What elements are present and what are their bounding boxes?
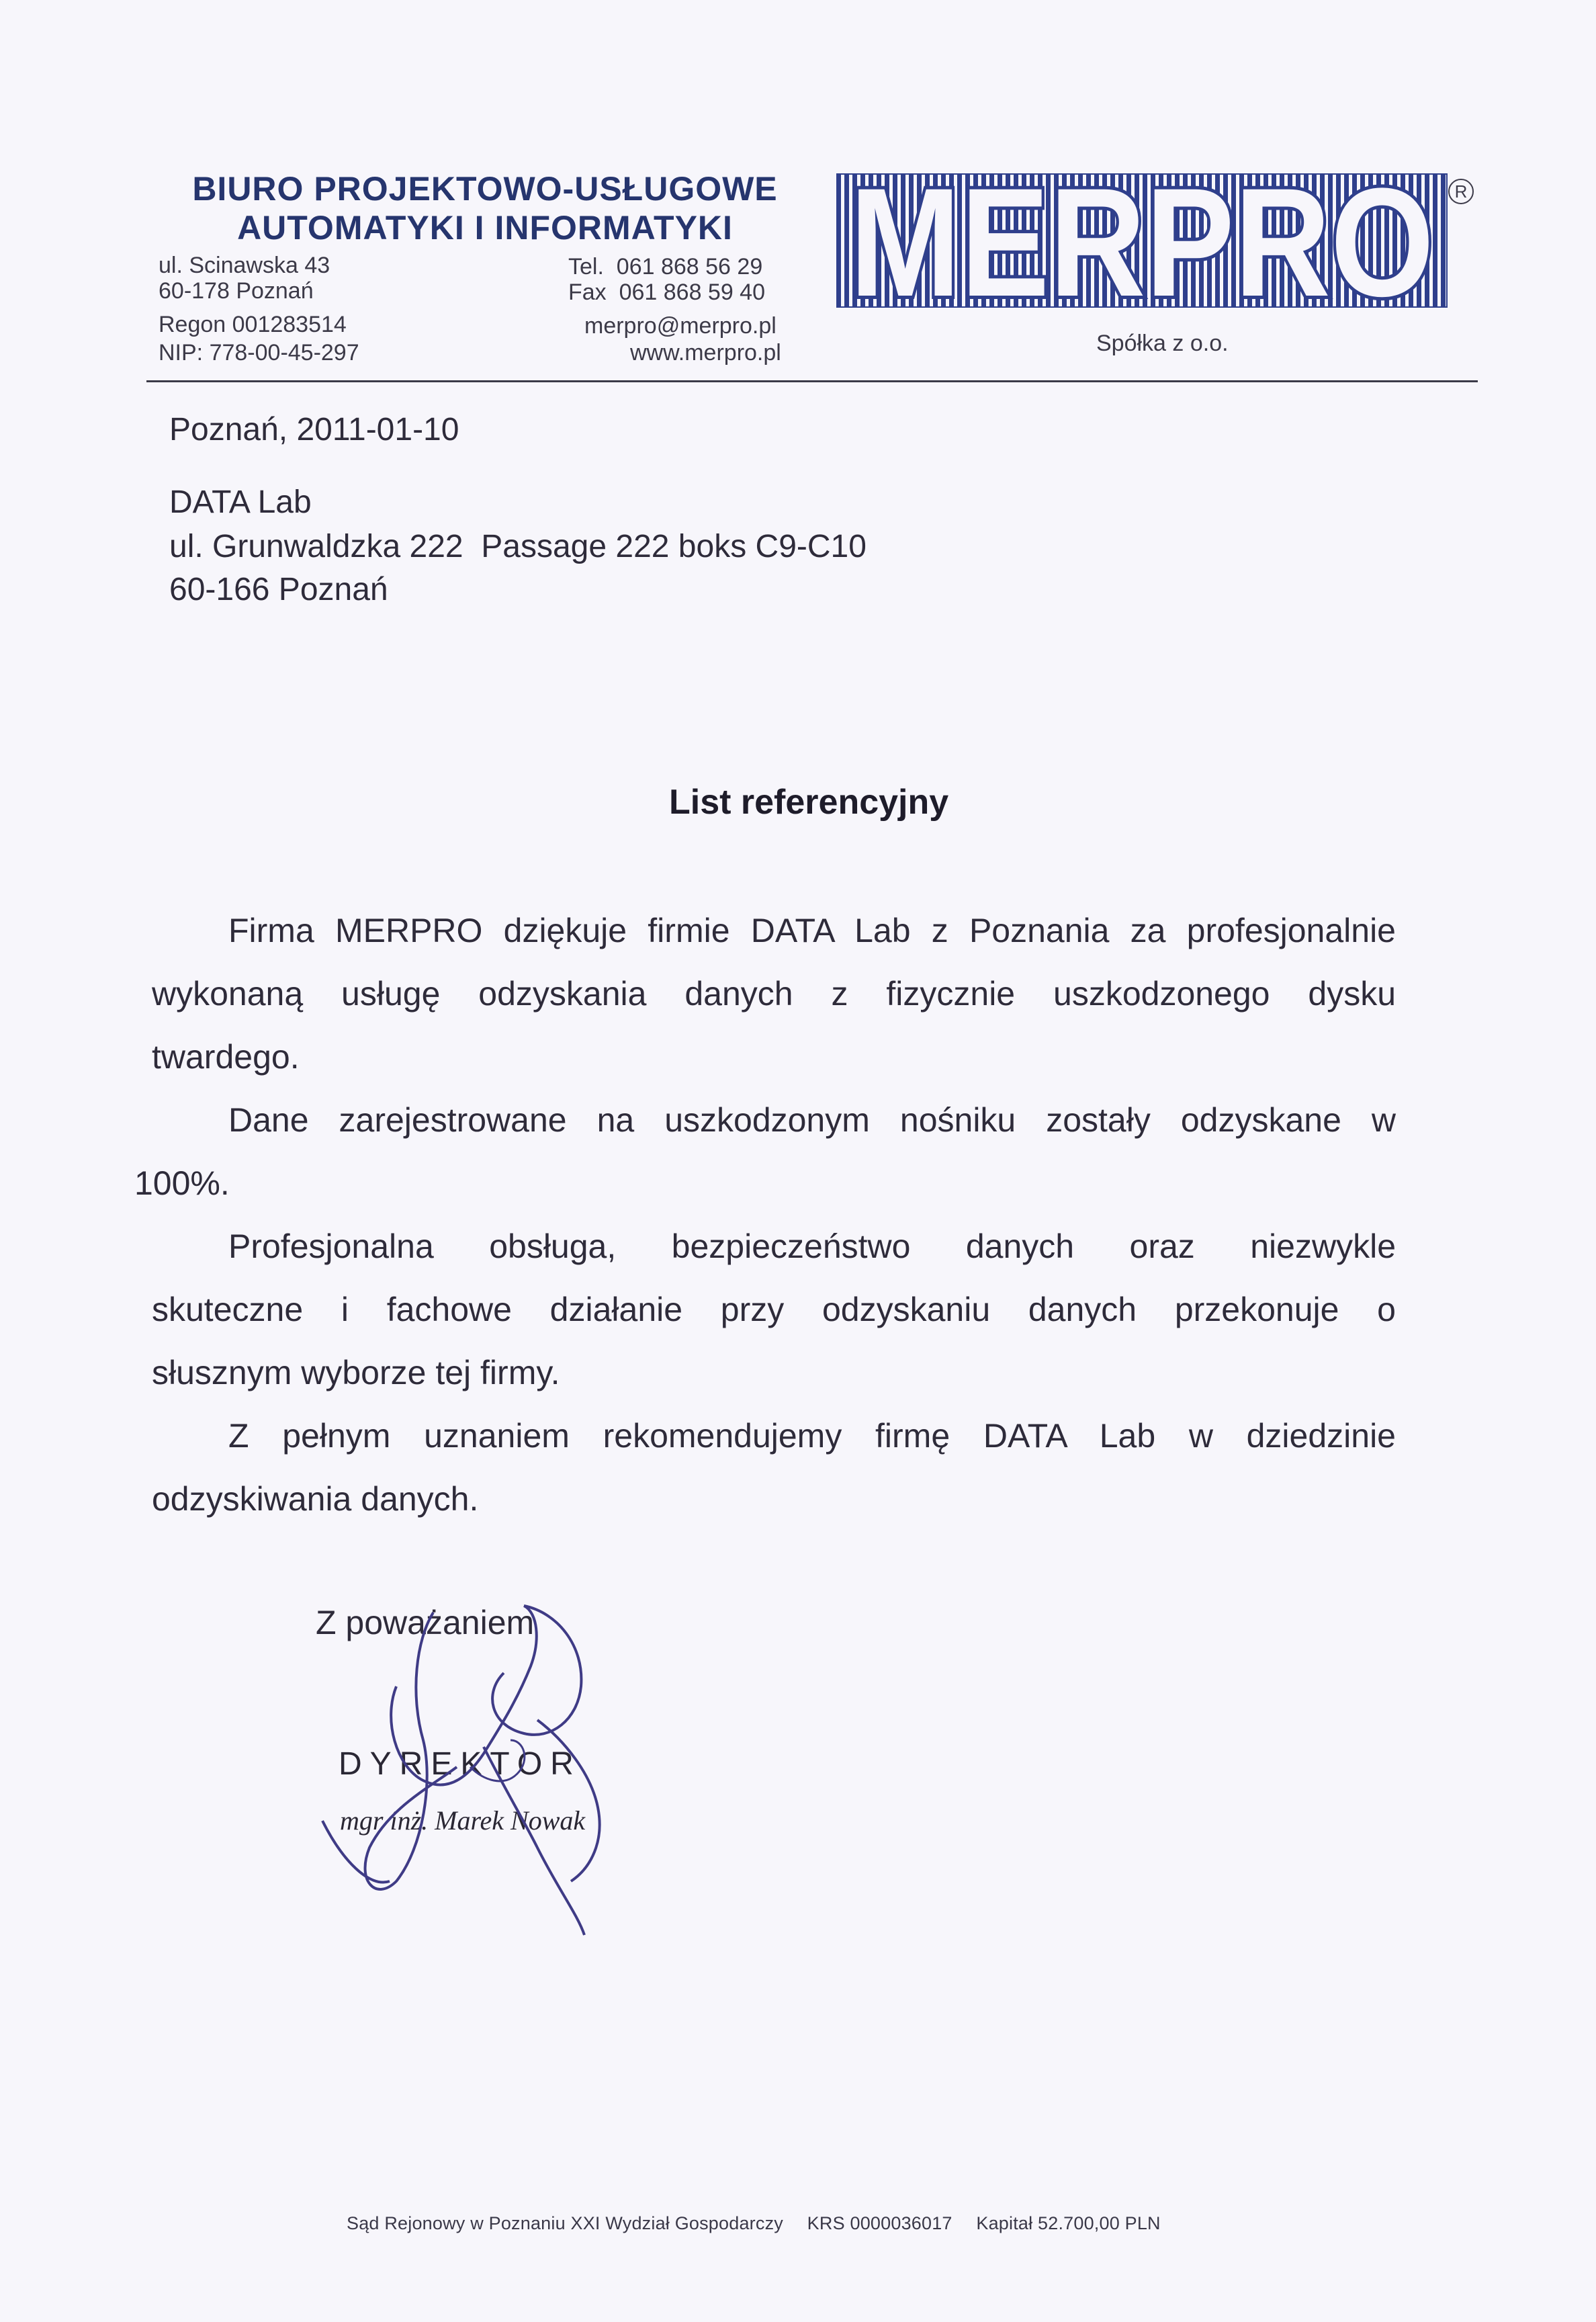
handwritten-signature bbox=[316, 1565, 665, 1942]
letter-subject: List referencyjny bbox=[669, 783, 949, 822]
footer bbox=[347, 2213, 1161, 2234]
closing: Z poważaniem bbox=[316, 1604, 535, 1641]
company-name-line2: AUTOMATYKI I INFORMATYKI bbox=[237, 209, 733, 247]
fax: Fax 061 868 59 40 bbox=[568, 280, 766, 305]
paragraph-3 bbox=[152, 1215, 1396, 1404]
regon: Regon 001283514 bbox=[159, 312, 347, 337]
header-rule bbox=[146, 380, 1478, 382]
merpro-logo bbox=[836, 173, 1448, 308]
paragraph-1-line-1: Firma MERPRO dziękuje firmie DATA Lab z Poznania za profesjonalnie bbox=[228, 912, 1396, 949]
paragraph-1 bbox=[152, 899, 1396, 1088]
stamp-name: mgr inż. Marek Nowak bbox=[340, 1805, 586, 1836]
paragraph-4-line-2: odzyskiwania danych. bbox=[152, 1480, 479, 1518]
paragraph-2 bbox=[134, 1088, 1396, 1215]
address-city: 60-178 Poznań bbox=[159, 278, 314, 304]
paragraph-3-line-3: słusznym wyborze tej firmy. bbox=[152, 1354, 560, 1391]
registered-mark bbox=[1448, 179, 1474, 204]
footer-court: Sąd Rejonowy w Poznaniu XXI Wydział Gospodarczy bbox=[347, 2213, 783, 2233]
recipient-city: 60-166 Poznań bbox=[169, 572, 388, 607]
paragraph-4-line-1: Z pełnym uznaniem rekomendujemy firmę DATA Lab w dziedzinie bbox=[228, 1417, 1396, 1455]
letter-body bbox=[134, 899, 1396, 1531]
company-name-line1: BIURO PROJEKTOWO-USŁUGOWE bbox=[192, 170, 778, 208]
stamp-title: DYREKTOR bbox=[339, 1746, 582, 1782]
paragraph-3-line-2: skuteczne i fachowe działanie przy odzyskaniu danych przekonuje o bbox=[152, 1291, 1396, 1328]
company-type: Spółka z o.o. bbox=[1096, 331, 1229, 356]
website: www.merpro.pl bbox=[630, 340, 781, 366]
paragraph-4 bbox=[152, 1404, 1396, 1531]
footer-krs: KRS 0000036017 bbox=[807, 2213, 952, 2233]
paragraph-1-line-2: wykonaną usługę odzyskania danych z fizycznie uszkodzonego dysku bbox=[152, 975, 1396, 1013]
paragraph-2-line-1: Dane zarejestrowane na uszkodzonym nośniku zostały odzyskane w bbox=[228, 1101, 1396, 1139]
phone: Tel. 061 868 56 29 bbox=[568, 254, 763, 280]
paragraph-3-line-1: Profesjonalna obsługa, bezpieczeństwo danych oraz niezwykle bbox=[228, 1228, 1396, 1265]
nip: NIP: 778-00-45-297 bbox=[159, 340, 359, 366]
footer-capital: Kapitał 52.700,00 PLN bbox=[976, 2213, 1161, 2233]
recipient-street: ul. Grunwaldzka 222 Passage 222 boks C9-C10 bbox=[169, 529, 867, 564]
logo-text: MERPRO bbox=[850, 173, 1434, 308]
address-street: ul. Scinawska 43 bbox=[159, 253, 330, 278]
paragraph-2-line-2: 100%. bbox=[134, 1164, 230, 1202]
recipient-name: DATA Lab bbox=[169, 484, 312, 520]
date-line: Poznań, 2011-01-10 bbox=[169, 412, 459, 447]
paragraph-1-line-3: twardego. bbox=[152, 1038, 300, 1076]
registered-mark-letter: R bbox=[1454, 181, 1468, 202]
email: merpro@merpro.pl bbox=[584, 313, 777, 339]
